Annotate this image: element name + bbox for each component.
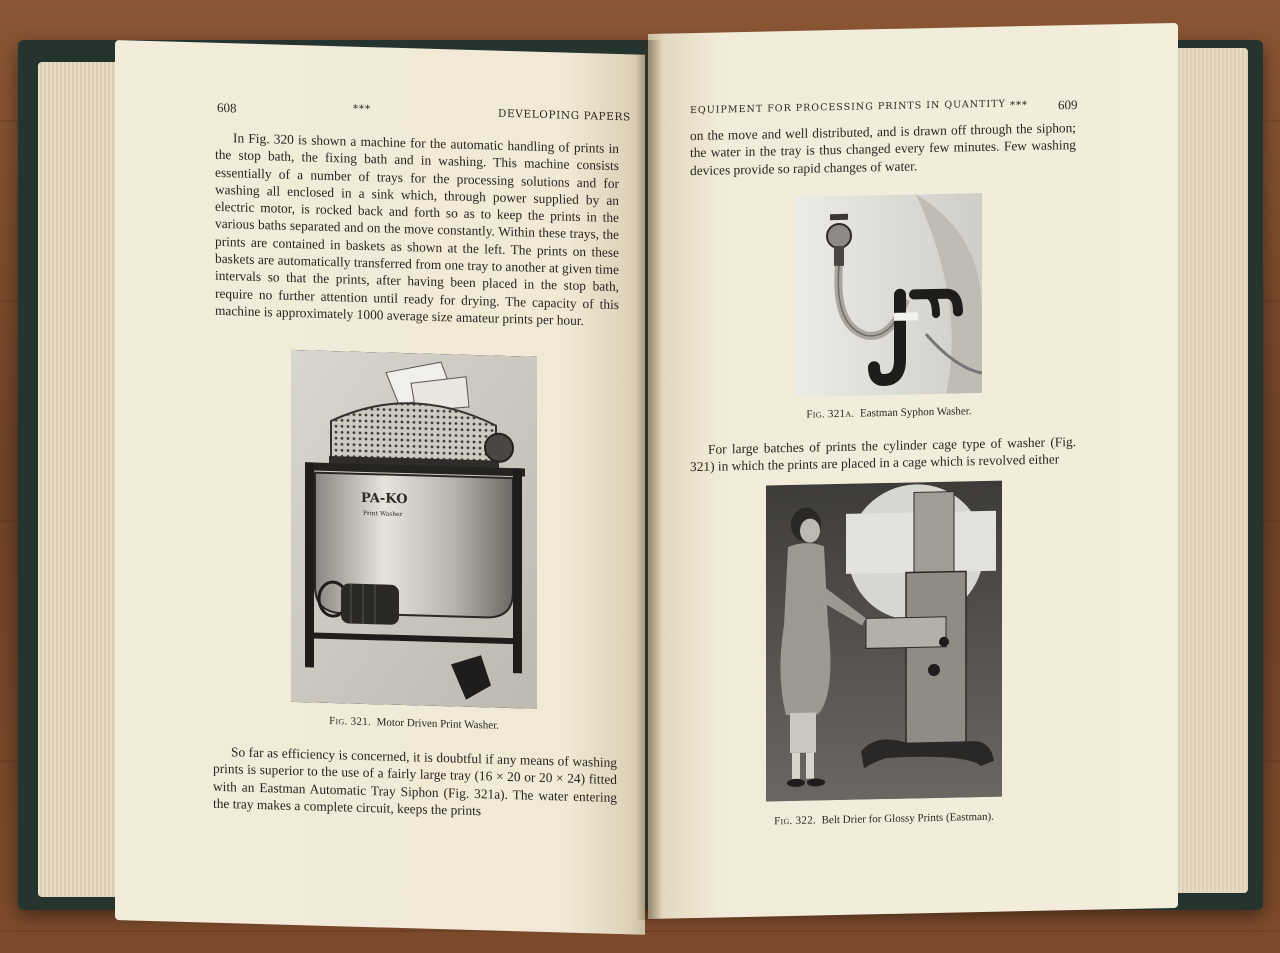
svg-text:Print Washer: Print Washer bbox=[363, 509, 403, 519]
left-running-head: DEVELOPING PAPERS bbox=[498, 107, 631, 124]
left-paragraph-2: So far as efficiency is concerned, it is doubtful if any means of washing prints is superior to the use of a fairly large tray (16 × 20 or 20 × 24) fitted with an Eastman Automatic Tray Siphon (Fig. 321a). The water entering the tray makes a complete circuit, keeps the prints bbox=[213, 744, 617, 819]
book-gutter bbox=[636, 40, 662, 920]
right-paragraph-1: on the move and well distributed, and is drawn off through the siphon; the water in the tray is thus changed every few minutes. Few washing devices provide so rapid changes of water. bbox=[690, 120, 1076, 178]
svg-text:PA-KO: PA-KO bbox=[361, 490, 408, 508]
right-header-stars: *** bbox=[1010, 100, 1028, 112]
left-page bbox=[115, 40, 645, 935]
right-page bbox=[648, 23, 1178, 919]
right-page-number: 609 bbox=[1058, 97, 1078, 113]
figure-321-caption: Fig. 321. Motor Driven Print Washer. bbox=[329, 714, 499, 732]
figure-print-washer bbox=[291, 350, 537, 709]
syphon-washer-illustration bbox=[796, 193, 982, 397]
right-running-head: EQUIPMENT FOR PROCESSING PRINTS IN QUANTITY bbox=[690, 98, 1006, 117]
figure-belt-drier bbox=[766, 481, 1002, 802]
figure-322-caption: Fig. 322. Belt Drier for Glossy Prints (Eastman). bbox=[774, 810, 994, 828]
belt-drier-illustration bbox=[766, 481, 1002, 802]
figure-syphon-washer bbox=[796, 193, 982, 397]
left-page-number: 608 bbox=[217, 99, 237, 116]
figure-321a-caption: Fig. 321a. Eastman Syphon Washer. bbox=[806, 405, 972, 421]
right-paragraph-2: For large batches of prints the cylinder cage type of washer (Fig. 321) in which the prints are placed in a cage which is revolved either bbox=[690, 434, 1076, 475]
print-washer-illustration bbox=[291, 350, 537, 709]
left-paragraph-1: In Fig. 320 is shown a machine for the automatic handling of prints in the stop bath, the fixing bath and in washing. This machine consists essentially of a number of trays for the processing solutions and for washing all enclosed in a sink which, through power supplied by an electric motor, is rocked back and forth so as to keep the prints in the various baths separated and on the move constantly. Within these trays, the prints are contained in baskets as shown at the left. The prints on these baskets are automatically transferred from one tray to another at given time intervals so that the prints, after having been placed in the stop bath, require no further attention until ready for drying. The capacity of this machine is approximately 1000 average size amateur prints per hour. bbox=[215, 130, 619, 329]
left-header-stars: *** bbox=[353, 103, 371, 116]
